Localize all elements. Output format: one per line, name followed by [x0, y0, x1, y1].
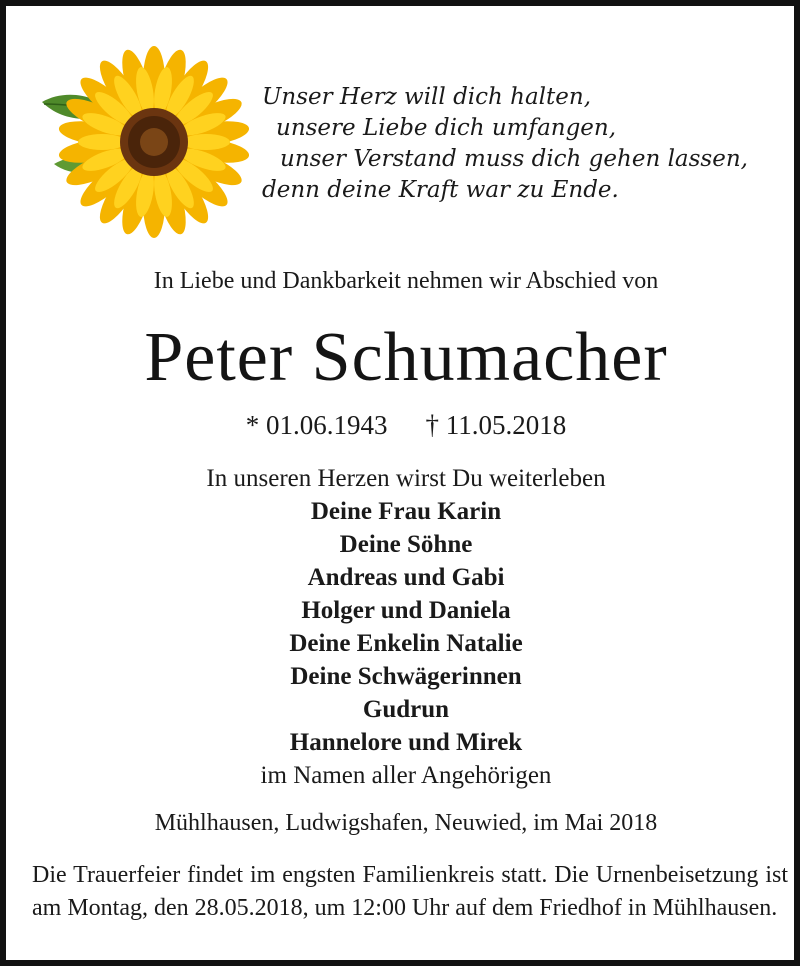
poem	[262, 82, 782, 206]
mourner-line: Deine Söhne	[339, 531, 473, 558]
mourner-line: Andreas und Gabi	[307, 564, 505, 591]
mourner-line: Deine Schwägerinnen	[290, 663, 522, 690]
death-date: † 11.05.2018	[425, 410, 567, 440]
mourner-line: Hannelore und Mirek	[289, 729, 523, 756]
intro-text: In Liebe und Dankbarkeit nehmen wir Abschied von	[153, 268, 659, 294]
sunflower-icon	[34, 34, 249, 249]
mourner-line: Gudrun	[362, 696, 450, 723]
deceased-name: Peter Schumacher	[144, 319, 668, 396]
life-dates	[6, 410, 800, 441]
birth-date: * 01.06.1943	[245, 410, 388, 440]
funeral-notice: Die Trauerfeier findet im engsten Familienkreis statt. Die Urnenbeisetzung ist am Montag, den 28.05.2018, um 12:00 Uhr auf dem Friedhof in Mühlhausen.	[32, 862, 788, 921]
mourner-line: Deine Enkelin Natalie	[289, 630, 523, 657]
place-date: Mühlhausen, Ludwigshafen, Neuwied, im Mai 2018	[154, 810, 658, 836]
poem-line: Unser Herz will dich halten,	[262, 84, 592, 110]
poem-line: unser Verstand muss dich gehen lassen,	[280, 146, 748, 172]
mourner-line: In unseren Herzen wirst Du weiterleben	[206, 465, 606, 492]
poem-line: denn deine Kraft war zu Ende.	[262, 177, 619, 203]
poem-line: unsere Liebe dich umfangen,	[276, 115, 617, 141]
mourners-list	[6, 462, 800, 792]
mourner-line: Deine Frau Karin	[310, 498, 502, 525]
mourner-line: im Namen aller Angehörigen	[260, 762, 552, 789]
mourner-line: Holger und Daniela	[301, 597, 511, 624]
